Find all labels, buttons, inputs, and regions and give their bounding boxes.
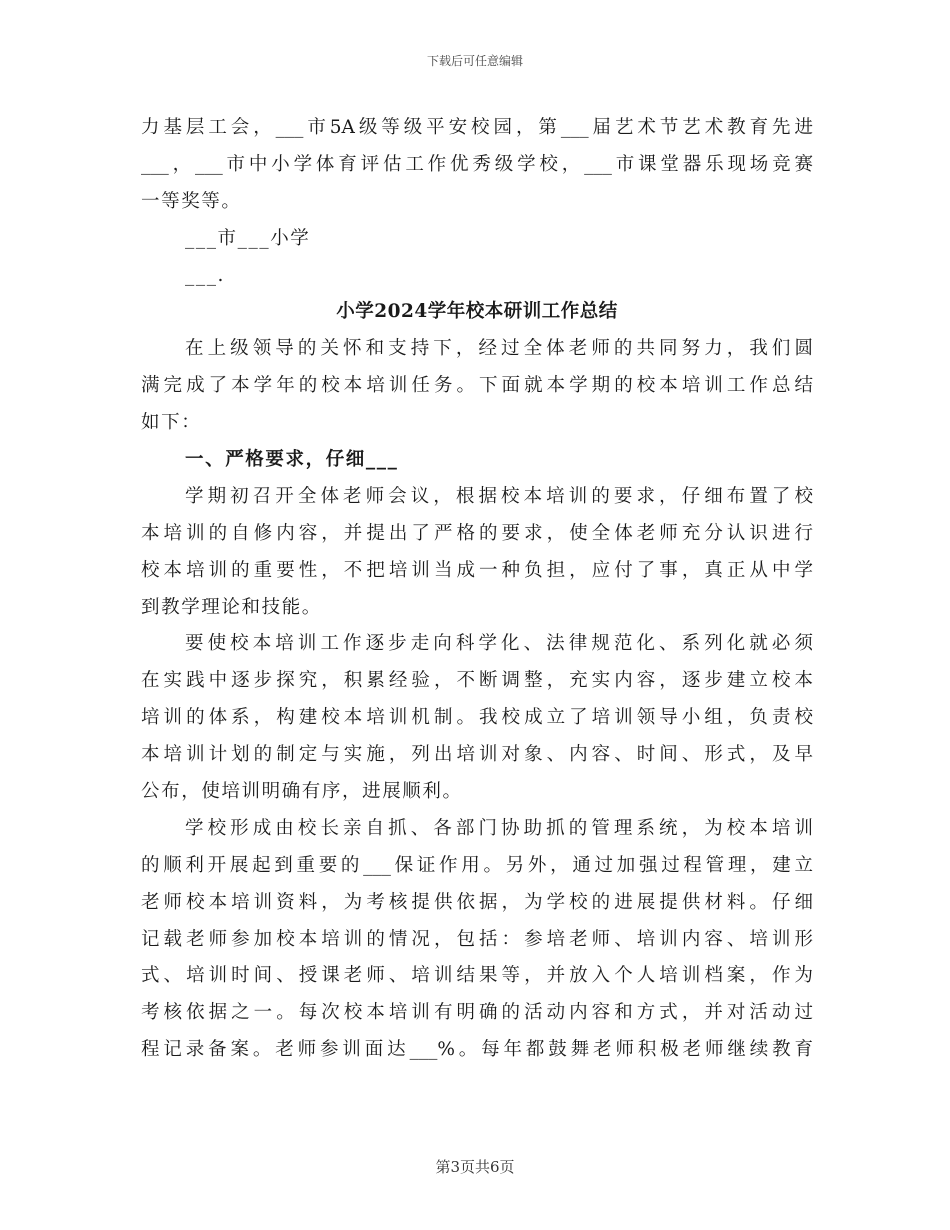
- page-header: 下载后可任意编辑: [426, 54, 523, 68]
- document-title: 小学2024学年校本研训工作总结: [336, 301, 618, 323]
- paragraph-line: 满完成了本学年的校本培训任务。下面就本学期的校本培训工作总结: [141, 375, 813, 397]
- paragraph-line: 本培训计划的制定与实施，列出培训对象、内容、时间、形式，及早: [141, 744, 813, 766]
- paragraph-line: 式、培训时间、授课老师、培训结果等，并放入个人培训档案，作为: [141, 965, 813, 987]
- signature-school: ___市___小学: [185, 227, 311, 249]
- paragraph-line: 力基层工会，___市5A级等级平安校园，第___届艺术节艺术教育先进: [141, 117, 813, 138]
- paragraph-line: 要使校本培训工作逐步走向科学化、法律规范化、系列化就必须: [185, 633, 813, 655]
- paragraph-line: 考核依据之一。每次校本培训有明确的活动内容和方式，并对活动过: [141, 1002, 813, 1024]
- paragraph-line: 培训的体系，构建校本培训机制。我校成立了培训领导小组，负责校: [141, 707, 813, 729]
- paragraph-line: 本培训的自修内容，并提出了严格的要求，使全体老师充分认识进行: [141, 522, 813, 544]
- paragraph-line: 公布，使培训明确有序，进展顺利。: [141, 781, 463, 803]
- paragraph-line: 一等奖等。: [141, 190, 242, 212]
- paragraph-line: ___，___市中小学体育评估工作优秀级学校，___市课堂器乐现场竞赛: [141, 153, 813, 175]
- paragraph-line: 学校形成由校长亲自抓、各部门协助抓的管理系统，为校本培训: [185, 817, 813, 839]
- signature-date: ___.: [185, 264, 226, 286]
- page-number: 第3页共6页: [435, 1158, 515, 1176]
- paragraph-line: 在上级领导的关怀和支持下，经过全体老师的共同努力，我们圆: [185, 338, 813, 360]
- paragraph-line: 的顺利开展起到重要的___保证作用。另外，通过加强过程管理，建立: [141, 854, 813, 876]
- document-body: [141, 110, 813, 1069]
- paragraph-line: 校本培训的重要性，不把培训当成一种负担，应付了事，真正从中学: [141, 559, 813, 581]
- paragraph-line: 如下：: [141, 412, 202, 434]
- paragraph-line: 记载老师参加校本培训的情况，包括：参培老师、培训内容、培训形: [141, 928, 813, 950]
- paragraph-line: 到教学理论和技能。: [141, 596, 322, 618]
- paragraph-line: 在实践中逐步探究，积累经验，不断调整，充实内容，逐步建立校本: [141, 670, 813, 692]
- section-heading: 一、严格要求，仔细___: [185, 449, 399, 471]
- paragraph-line: 学期初召开全体老师会议，根据校本培训的要求，仔细布置了校: [185, 485, 813, 507]
- paragraph-line: 老师校本培训资料，为考核提供依据，为学校的进展提供材料。仔细: [141, 891, 813, 913]
- paragraph-line: 程记录备案。老师参训面达___%。每年都鼓舞老师积极老师继续教育: [141, 1039, 813, 1061]
